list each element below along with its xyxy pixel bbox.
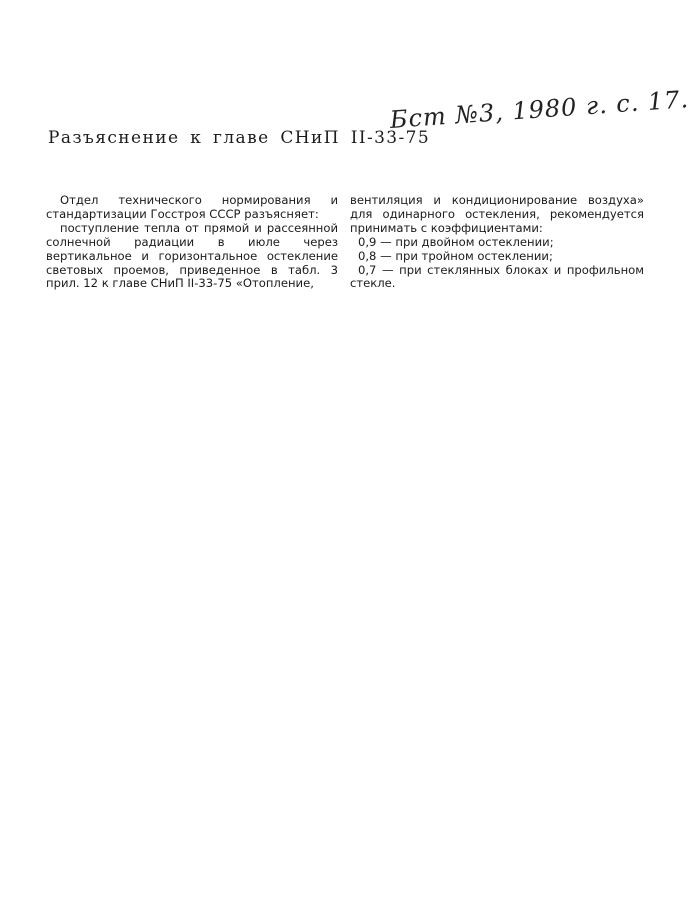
continuation-paragraph: вентиляция и кондиционирование воздуха» для одинарного остекления, рекомендуется принимать с коэффициентами:: [350, 193, 644, 235]
coefficient-double-glazing: 0,9 — при двойном остеклении;: [358, 234, 554, 249]
body-paragraph: поступление тепла от прямой и рассеянной солнечной радиации в июле через вертикальное и горизонтальное остекление световых проемов, приведенное в табл. 3 прил. 12 к главе СНиП II-33-75 «Отопление,: [46, 220, 338, 291]
page-title: Разъяснение к главе СНиП II-33-75: [48, 128, 431, 148]
right-column: [350, 194, 644, 291]
coefficient-glass-blocks: 0,7 — при стеклянных блоках и профильном стекле.: [350, 262, 644, 291]
left-column: [46, 194, 338, 291]
handwritten-reference: Бст №3, 1980 г. с. 17.: [389, 85, 690, 134]
coefficient-triple-glazing: 0,8 — при тройном остеклении;: [358, 248, 553, 263]
intro-paragraph: Отдел технического нормирования и стандартизации Госстроя СССР разъясняет:: [46, 193, 338, 221]
